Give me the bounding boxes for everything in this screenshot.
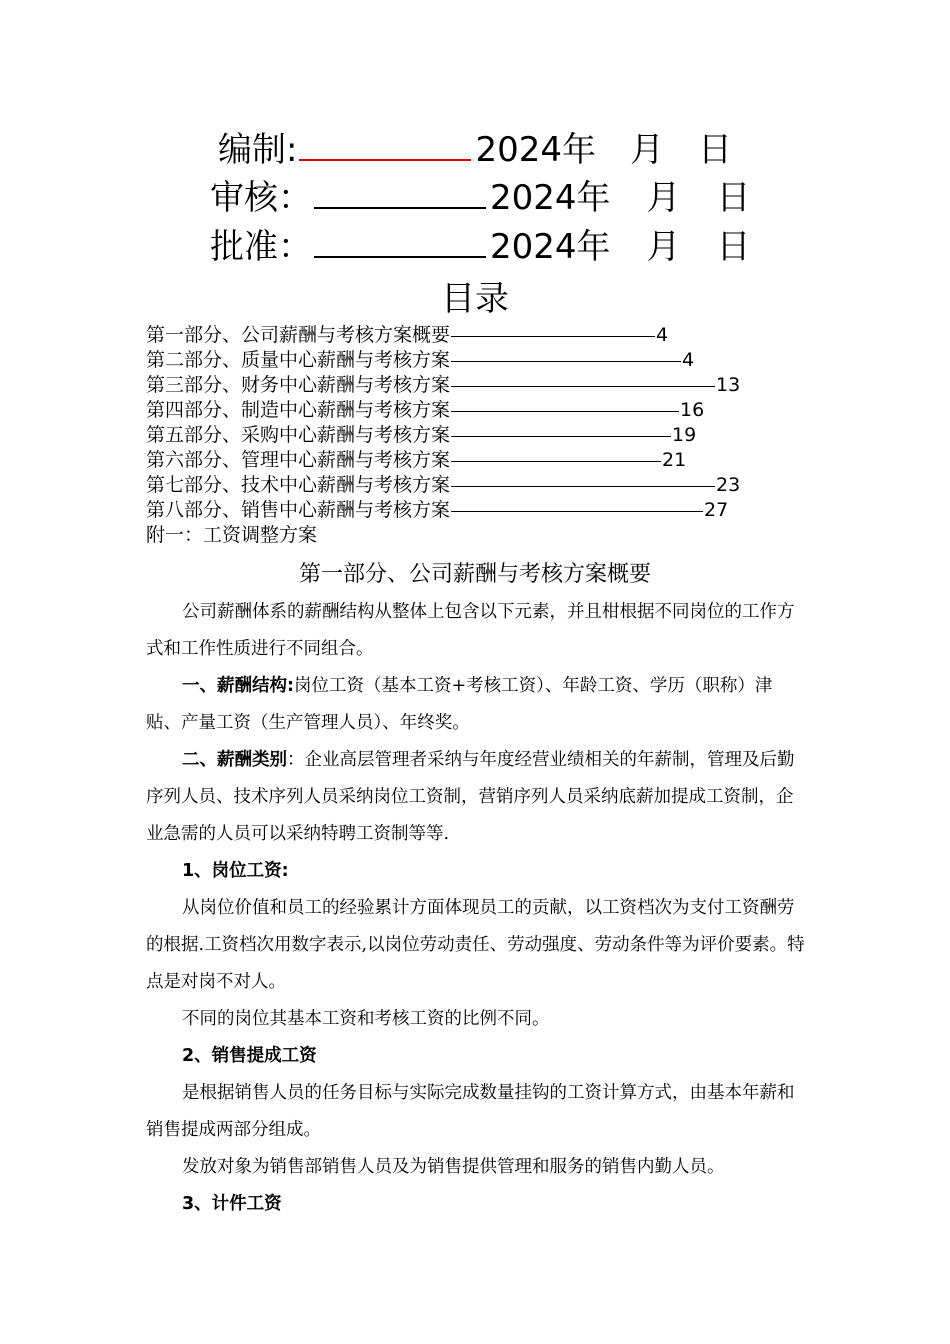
signature-blank-line[interactable] [314,207,486,209]
toc-title: 目录 [441,279,509,319]
signature-row-approved [210,227,751,267]
subheading: 2、销售提成工资 [182,1046,317,1066]
signature-label: 批准： [210,227,312,267]
signature-year: 2024年 [490,178,611,218]
section-body [146,594,806,1223]
signature-blank-line[interactable] [314,256,486,258]
signature-row-reviewed [210,178,751,218]
toc-item[interactable]: 第八部分、销售中心薪酬与考核方案 27 [146,499,729,521]
toc-item[interactable]: 第五部分、采购中心薪酬与考核方案 19 [146,424,697,446]
paragraph: 发放对象为销售部销售人员及为销售提供管理和服务的销售内勤人员。 [182,1157,725,1177]
signature-month: 月 [646,227,681,267]
paragraph: 从岗位价值和员工的经验累计方面体现员工的贡献，以工资档次为支付工资酬劳的根据.工资档次用数字表示,以岗位劳动责任、劳动强度、劳动条件等为评价要素。特点是对岗不对人。 [146,898,805,992]
signature-blank-line[interactable] [299,159,471,161]
toc-item[interactable]: 附一：工资调整方案 [146,524,318,546]
signature-label: 编制: [218,130,298,170]
signature-month: 月 [630,130,664,170]
toc-item[interactable]: 第四部分、制造中心薪酬与考核方案 16 [146,399,705,421]
section-title: 第一部分、公司薪酬与考核方案概要 [298,562,651,587]
signature-day: 日 [716,178,751,218]
paragraph: 是根据销售人员的任务目标与实际完成数量挂钩的工资计算方式，由基本年薪和销售提成两部分组成。 [146,1083,795,1140]
signature-month: 月 [646,178,681,218]
toc-item[interactable]: 第二部分、质量中心薪酬与考核方案 4 [146,349,695,371]
signature-year: 2024年 [490,227,611,267]
toc-item[interactable]: 第七部分、技术中心薪酬与考核方案 23 [146,474,741,496]
paragraph: 不同的岗位其基本工资和考核工资的比例不同。 [182,1009,550,1029]
signature-day: 日 [698,130,732,170]
paragraph: 一、薪酬结构:岗位工资（基本工资+考核工资）、年龄工资、学历（职称）津贴、产量工资（生产管理人员）、年终奖。 [146,676,773,733]
toc-item[interactable]: 第三部分、财务中心薪酬与考核方案 13 [146,374,741,396]
signature-year: 2024年 [475,130,596,170]
paragraph: 公司薪酬体系的薪酬结构从整体上包含以下元素，并且柑根据不同岗位的工作方式和工作性质进行不同组合。 [146,602,795,659]
toc-item[interactable]: 第六部分、管理中心薪酬与考核方案 21 [146,449,687,471]
signature-label: 审核： [210,178,312,218]
subheading: 3、计件工资 [182,1194,282,1214]
toc-item[interactable]: 第一部分、公司薪酬与考核方案概要 4 [146,324,669,346]
subheading: 1、岗位工资: [182,861,289,881]
paragraph: 二、薪酬类别：企业高层管理者采纳与年度经营业绩相关的年薪制，管理及后勤序列人员、技术序列人员采纳岗位工资制，营销序列人员采纳底薪加提成工资制，企业急需的人员可以采纳特聘工资制等等. [146,750,795,844]
table-of-contents [146,323,740,548]
signature-row-compiled [218,130,732,170]
signature-day: 日 [716,227,751,267]
